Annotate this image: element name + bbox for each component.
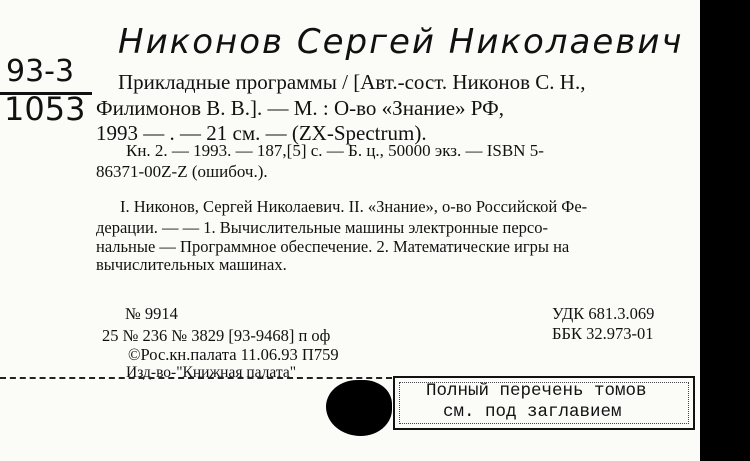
- volume-line-2: 86371-00Z-Z (ошибоч.).: [96, 162, 268, 181]
- record-number: № 9914: [125, 304, 178, 323]
- tracing-line-3: нальные — Программное обеспечение. 2. Математические игры на: [96, 237, 570, 256]
- order-number: 25 № 236 № 3829 [93-9468] п оф: [102, 326, 331, 345]
- separator-line: [0, 377, 392, 379]
- call-number-bottom: 1053: [4, 90, 86, 128]
- stamp-line-2: см. под заглавием: [443, 402, 622, 422]
- tracing-line-4: вычислительных машинах.: [96, 255, 287, 274]
- call-number-top: 93-3: [6, 54, 75, 89]
- tracing-line-2: дерации. — — 1. Вычислительные машины электронные персо-: [96, 218, 548, 237]
- volume-line-1: Кн. 2. — 1993. — 187,[5] с. — Б. ц., 50000 экз. — ISBN 5-: [126, 141, 544, 160]
- title-line-3: 1993 — . — 21 см. — (ZX-Spectrum).: [96, 121, 427, 145]
- chamber-stamp: ©Рос.кн.палата 11.06.93 П759: [128, 345, 339, 364]
- scan-border-right: [700, 0, 750, 461]
- handwritten-author: Никонов Сергей Николаевич: [118, 22, 684, 62]
- bbk-code: ББК 32.973-01: [552, 324, 654, 343]
- issuer-line: Изд-во-"Книжная палата": [126, 364, 297, 381]
- ink-blot: [326, 380, 392, 436]
- stamp-line-1: Полный перечень томов: [426, 381, 647, 401]
- title-line-1: Прикладные программы / [Авт.-сост. Никонов С. Н.,: [118, 70, 586, 94]
- udk-code: УДК 681.3.069: [552, 304, 655, 323]
- tracing-line-1: I. Никонов, Сергей Николаевич. II. «Знание», о-во Российской Фе-: [120, 197, 588, 216]
- title-line-2: Филимонов В. В.]. — М. : О-во «Знание» РФ,: [96, 96, 504, 120]
